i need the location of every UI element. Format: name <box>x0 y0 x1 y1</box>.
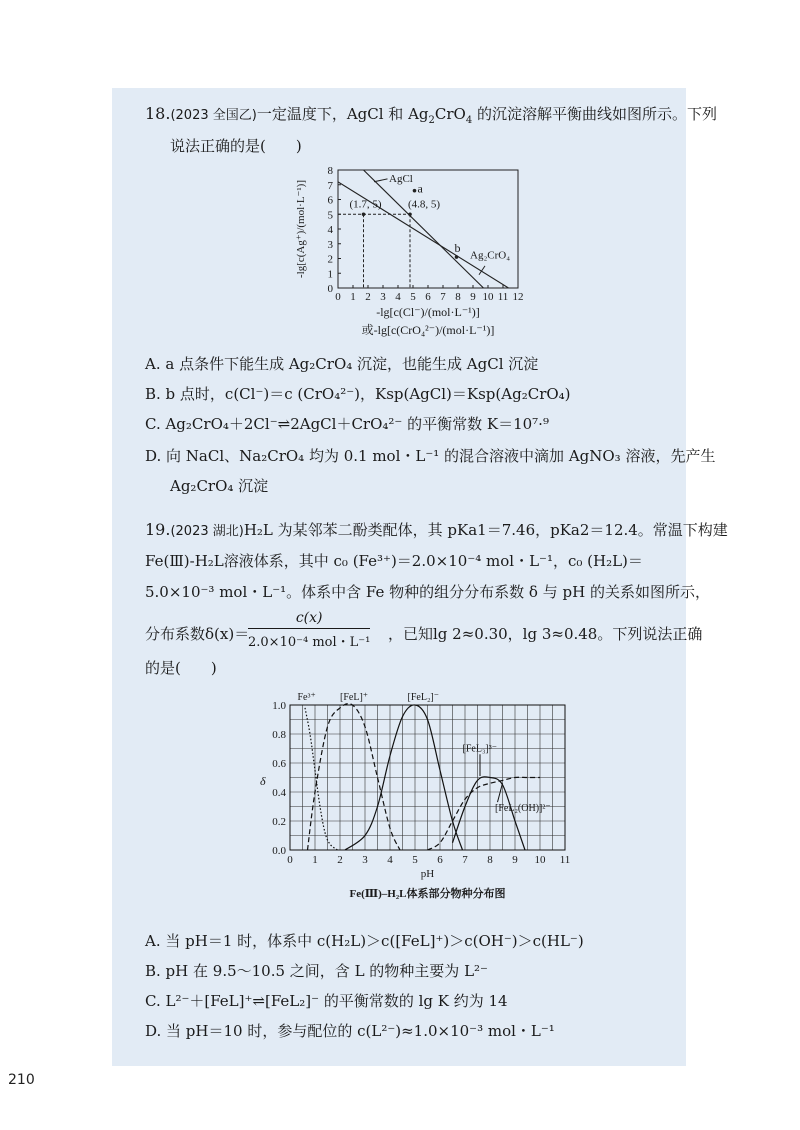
x-tick-label: 8 <box>455 291 461 303</box>
q19-option-c[interactable]: C. L²⁻＋[FeL]⁺⇌[FeL₂]⁻ 的平衡常数的 lg K 约为 14 <box>145 992 508 1010</box>
y-axis-title: -lg[c(Ag⁺)/(mol·L⁻¹)] <box>295 180 307 278</box>
q18-stem-line1 <box>145 104 717 126</box>
y-tick-label: 0 <box>327 283 333 295</box>
label-fel: [FeL]⁺ <box>340 692 369 703</box>
y-axis-title: δ <box>260 773 266 788</box>
label-fel3: [FeL₃]³⁻ <box>462 743 498 755</box>
q18-stem-text-c: 的沉淀溶解平衡曲线如图所示。下列 <box>472 105 717 123</box>
y-tick-label: 8 <box>327 165 333 177</box>
x-tick-label: 10 <box>534 854 546 866</box>
series-line-agcl <box>364 170 484 288</box>
x-tick-label: 1 <box>312 854 318 866</box>
page-number: 210 <box>8 1072 35 1088</box>
x-tick-label: 11 <box>497 291 509 303</box>
y-tick-label: 3 <box>327 238 333 251</box>
x-tick-label: 3 <box>362 854 368 866</box>
q19-line2: Fe(Ⅲ)-H₂L溶液体系，其中 c₀ (Fe³⁺)＝2.0×10⁻⁴ mol・L⁻¹，c₀ (H₂L)＝ <box>145 552 643 570</box>
y-tick-label: 1 <box>327 268 333 281</box>
point-4-8-label: (4.8, 5) <box>408 198 441 211</box>
y-tick-label: 0.2 <box>272 816 286 828</box>
y-tick-label: 6 <box>327 194 333 207</box>
y-tick-label: 0.8 <box>272 729 286 741</box>
q19-line4-pre: 分布系数δ(x)＝ <box>145 625 250 643</box>
x-tick-label: 2 <box>365 291 371 303</box>
y-tick-label: 5 <box>327 209 333 222</box>
q18-stem-text-b: CrO <box>434 105 466 123</box>
x-axis-title: pH <box>420 868 435 880</box>
point-b <box>455 255 459 259</box>
q18-number: 18. <box>145 104 171 123</box>
y-tick-label: 1.0 <box>272 700 286 712</box>
q18-option-d[interactable]: D. 向 NaCl、Na₂CrO₄ 均为 0.1 mol・L⁻¹ 的混合溶液中滴加 AgNO₃ 溶液，先产生 <box>145 447 716 465</box>
q19-line3: 5.0×10⁻³ mol・L⁻¹。体系中含 Fe 物种的组分分布系数 δ 与 pH 的关系如图所示， <box>145 583 710 601</box>
y-tick-label: 2 <box>327 253 333 266</box>
q19-chart <box>250 685 580 910</box>
x-tick-label: 0 <box>335 291 341 303</box>
label-fel2: [FeL₂]⁻ <box>407 692 440 703</box>
point-a-label: a <box>417 181 423 196</box>
q19-number: 19. <box>145 520 171 539</box>
agcl-series-label: AgCl <box>389 172 413 185</box>
x-tick-label: 10 <box>482 291 494 303</box>
y-tick-label: 0.4 <box>272 787 286 799</box>
q18-option-b[interactable]: B. b 点时，c(Cl⁻)＝c (CrO₄²⁻)，Ksp(AgCl)＝Ksp(Ag₂CrO₄) <box>145 385 571 403</box>
q18-chart <box>290 160 540 340</box>
x-tick-label: 5 <box>412 854 418 866</box>
x-tick-label: 4 <box>395 291 401 303</box>
x-tick-label: 0 <box>287 854 293 866</box>
y-tick-label: 0.0 <box>272 845 286 857</box>
q19-fraction <box>248 610 370 650</box>
q19-option-d[interactable]: D. 当 pH＝10 时，参与配位的 c(L²⁻)≈1.0×10⁻³ mol・L⁻¹ <box>145 1022 555 1040</box>
q19-line5: 的是( ) <box>145 659 217 677</box>
x-axis-title-line1: -lg[c(Cl⁻)/(mol·L⁻¹)] <box>376 305 480 319</box>
series-curve-0 <box>305 708 338 850</box>
x-axis-title-line2: 或-lg[c(CrO₄²⁻)/(mol·L⁻¹)] <box>361 323 495 337</box>
chart1-labels <box>295 165 524 337</box>
y-tick-label: 7 <box>327 179 333 192</box>
x-tick-label: 8 <box>487 854 493 866</box>
q18-stem-text-a: 一定温度下，AgCl 和 Ag <box>256 105 429 123</box>
q18-option-a[interactable]: A. a 点条件下能生成 Ag₂CrO₄ 沉淀，也能生成 AgCl 沉淀 <box>145 355 539 373</box>
x-tick-label: 7 <box>462 854 468 866</box>
x-tick-label: 7 <box>440 291 446 303</box>
chart2-title: Fe(Ⅲ)–H₂L体系部分物种分布图 <box>349 888 506 900</box>
q19-line1-text: H₂L 为某邻苯二酚类配体，其 pKa1＝7.46，pKa2＝12.4。常温下构建 <box>243 521 728 539</box>
x-tick-label: 4 <box>387 854 393 866</box>
q18-stem-line2: 说法正确的是( ) <box>170 137 302 155</box>
x-tick-label: 11 <box>559 854 571 866</box>
label-fe3: Fe³⁺ <box>297 692 316 703</box>
q19-line1 <box>145 520 728 542</box>
fel2oh-leader <box>498 783 503 802</box>
x-tick-label: 9 <box>512 854 518 866</box>
q18-sub: 2 <box>428 115 435 126</box>
y-tick-label: 4 <box>327 224 333 236</box>
ag2cro4-series-label: Ag₂CrO₄ <box>470 249 511 262</box>
point-1-7-label: (1.7, 5) <box>349 198 382 211</box>
label-fel2oh: [FeL₂(OH)]²⁻ <box>495 802 551 814</box>
q19-source: (2023 湖北) <box>170 524 244 539</box>
q18-source: (2023 全国乙) <box>170 108 257 123</box>
chart1-frame <box>338 170 518 288</box>
q19-line4-post: ，已知lg 2≈0.30，lg 3≈0.48。下列说法正确 <box>388 625 703 643</box>
series-curve-1 <box>308 704 401 850</box>
x-tick-label: 9 <box>470 291 476 303</box>
chart1-marks <box>338 170 518 294</box>
q18-option-c[interactable]: C. Ag₂CrO₄＋2Cl⁻⇌2AgCl＋CrO₄²⁻ 的平衡常数 K＝10⁷·⁹ <box>145 415 549 433</box>
y-tick-label: 0.6 <box>272 758 286 770</box>
x-tick-label: 2 <box>337 854 343 866</box>
q19-option-b[interactable]: B. pH 在 9.5～10.5 之间，含 L 的物种主要为 L²⁻ <box>145 962 488 980</box>
x-tick-label: 6 <box>437 854 443 866</box>
fraction-denominator: 2.0×10⁻⁴ mol・L⁻¹ <box>248 635 371 650</box>
point-b-label: b <box>454 241 461 256</box>
fraction-numerator: c(x) <box>248 610 370 629</box>
chart1-axes <box>338 170 518 288</box>
point-marker <box>362 212 366 216</box>
q18-option-d-cont: Ag₂CrO₄ 沉淀 <box>170 477 269 495</box>
x-tick-label: 12 <box>512 291 524 303</box>
agcl-leader <box>374 179 388 182</box>
q19-option-a[interactable]: A. 当 pH＝1 时，体系中 c(H₂L)＞c([FeL]⁺)＞c(OH⁻)＞c(HL⁻) <box>145 932 584 950</box>
point-marker <box>408 212 412 216</box>
x-tick-label: 3 <box>380 291 386 303</box>
x-tick-label: 6 <box>425 291 431 303</box>
x-tick-label: 5 <box>410 291 416 303</box>
point-a <box>413 189 417 193</box>
x-tick-label: 1 <box>350 291 356 303</box>
q18-sub2: 4 <box>465 115 473 126</box>
